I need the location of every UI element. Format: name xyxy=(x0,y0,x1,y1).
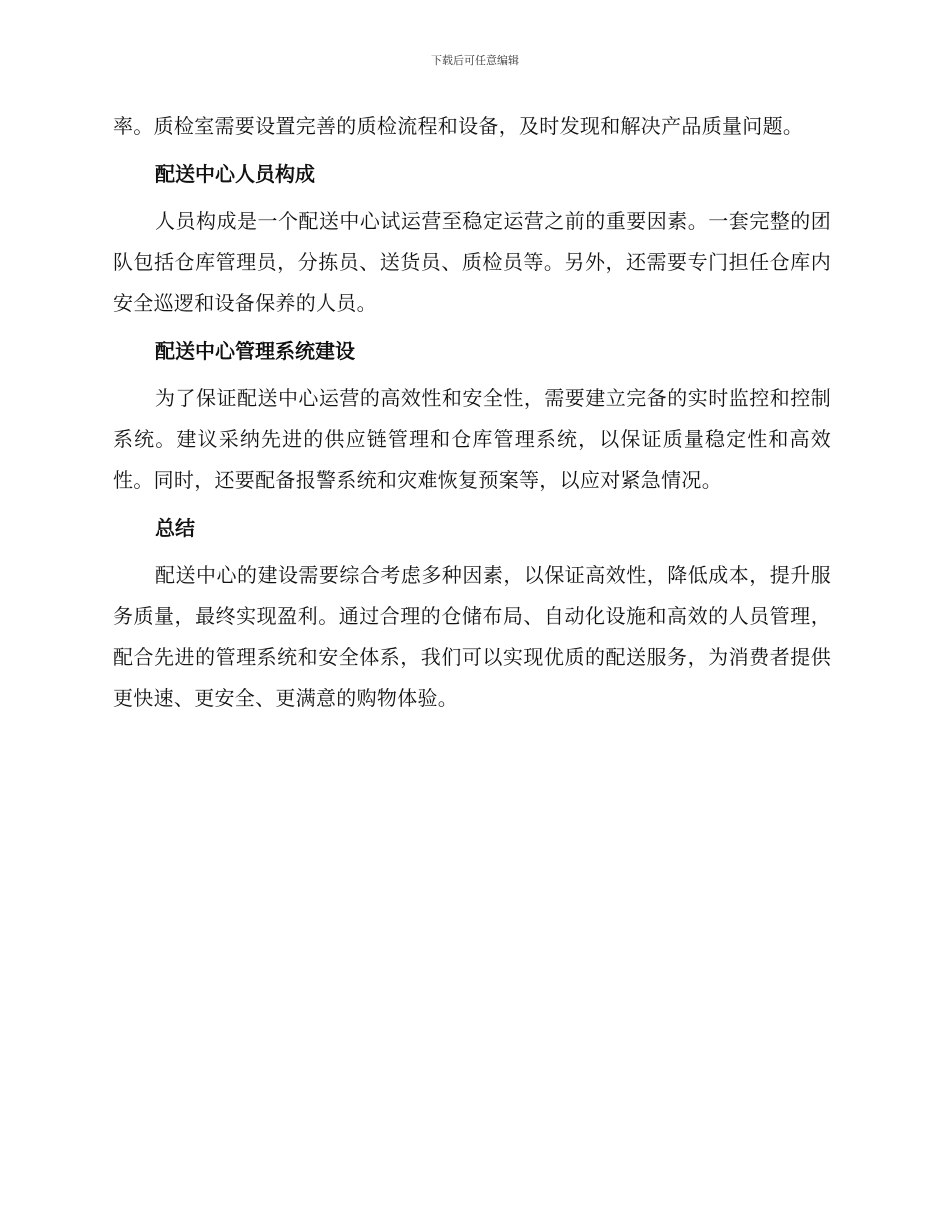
section-heading-summary: 总结 xyxy=(155,516,195,540)
section-paragraph-management-system: 为了保证配送中心运营的高效性和安全性，需要建立完备的实时监控和控制系统。建议采纳先进的供应链管理和仓库管理系统，以保证质量稳定性和高效性。同时，还要配备报警系统和灾难恢复预案等，以应对紧急情况。 xyxy=(113,386,831,492)
page-header-note: 下载后可任意编辑 xyxy=(431,54,519,67)
continued-paragraph: 率。质检室需要设置完善的质检流程和设备，及时发现和解决产品质量问题。 xyxy=(113,114,804,138)
section-heading-staff: 配送中心人员构成 xyxy=(155,162,315,186)
section-paragraph-staff: 人员构成是一个配送中心试运营至稳定运营之前的重要因素。一套完整的团队包括仓库管理员，分拣员、送货员、质检员等。另外，还需要专门担任仓库内安全巡逻和设备保养的人员。 xyxy=(113,209,831,315)
section-heading-management-system: 配送中心管理系统建设 xyxy=(155,339,355,363)
document-body xyxy=(113,106,831,719)
section-paragraph-summary: 配送中心的建设需要综合考虑多种因素，以保证高效性，降低成本，提升服务质量，最终实现盈利。通过合理的仓储布局、自动化设施和高效的人员管理，配合先进的管理系统和安全体系，我们可以实现优质的配送服务，为消费者提供更快速、更安全、更满意的购物体验。 xyxy=(113,563,831,710)
